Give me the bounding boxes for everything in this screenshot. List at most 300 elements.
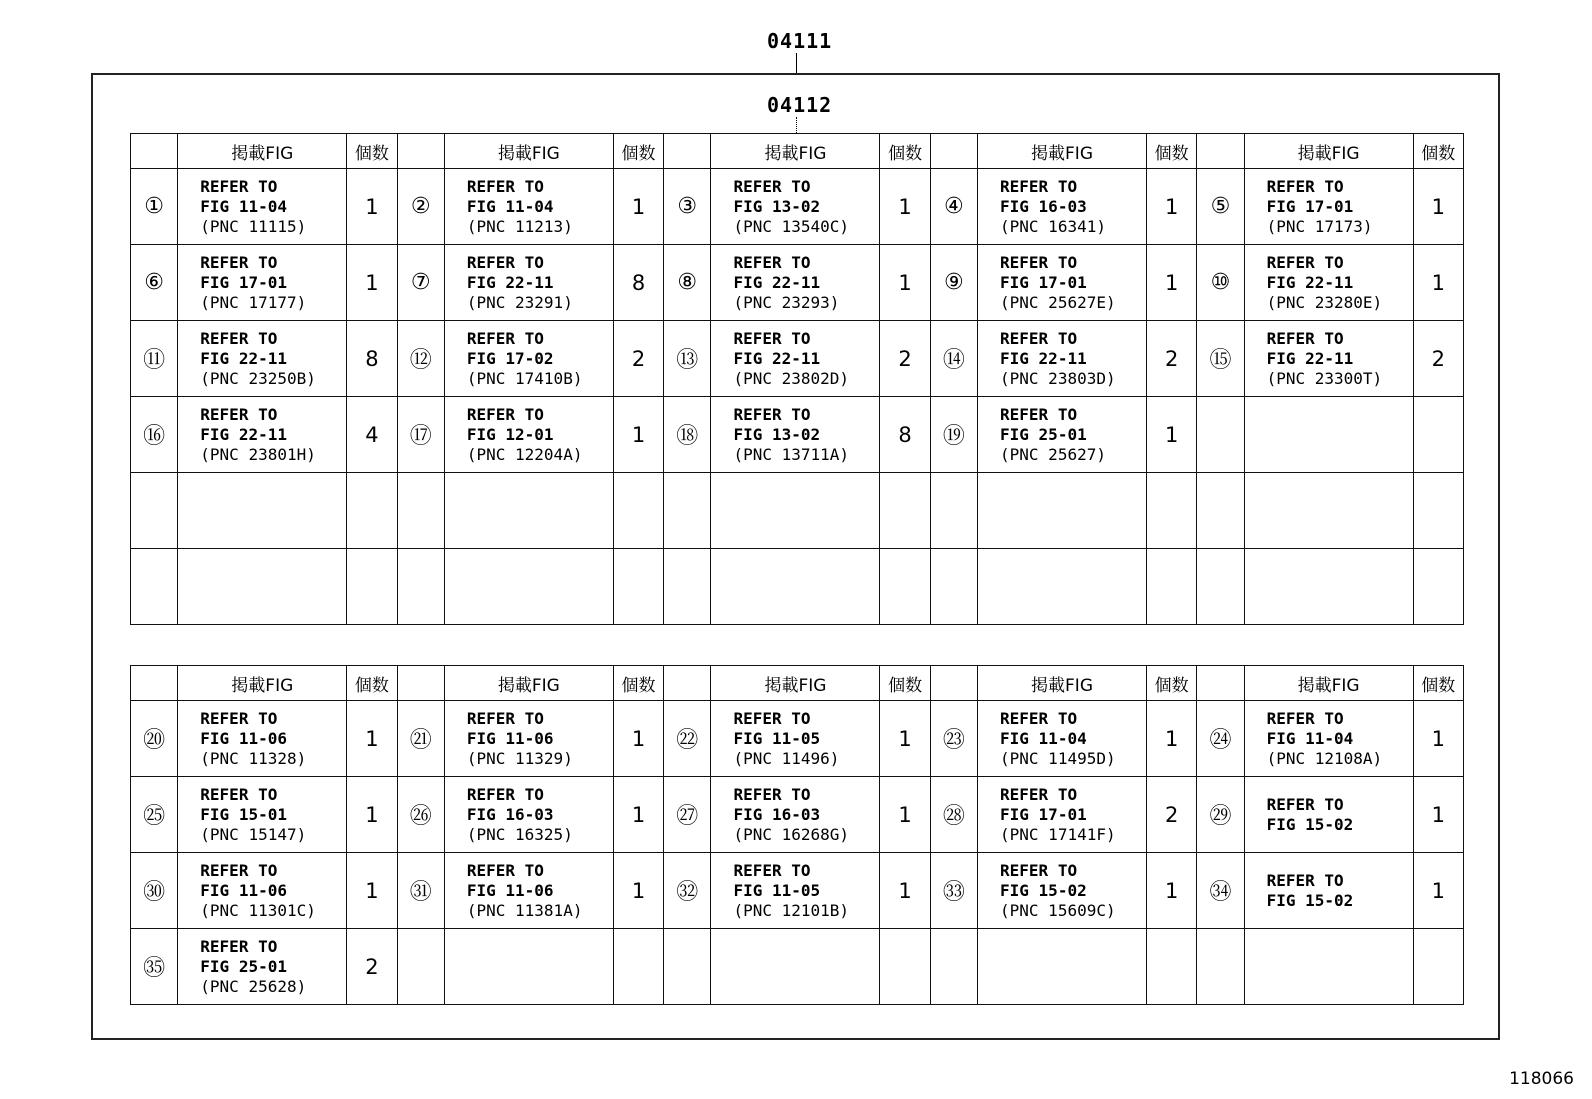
fig-number: FIG 17-01 [200, 272, 287, 292]
item-number-label: ⑮ [1209, 348, 1232, 373]
quantity: 8 [880, 397, 930, 473]
item-number [1197, 777, 1244, 853]
pnc-code: (PNC 23803D) [1000, 368, 1116, 388]
item-number [664, 777, 711, 853]
fig-number: FIG 17-01 [1000, 804, 1087, 824]
item-number [1197, 473, 1244, 549]
item-number-label: ⑨ [944, 270, 964, 295]
pnc-code: (PNC 25628) [200, 976, 307, 996]
reference-table-1 [130, 133, 1464, 625]
header-num [664, 134, 711, 169]
fig-number: FIG 17-01 [1266, 196, 1354, 216]
fig-reference [1244, 397, 1413, 473]
refer-text: REFER TO [200, 936, 278, 956]
refer-text: REFER TO [1000, 328, 1078, 348]
item-number-label: ⑲ [942, 424, 965, 449]
quantity: 1 [613, 397, 663, 473]
pnc-code: (PNC 11329) [466, 748, 573, 768]
header-row [131, 666, 1464, 701]
pnc-code: (PNC 11381A) [466, 900, 583, 920]
fig-reference [1244, 245, 1413, 321]
refer-text: REFER TO [733, 708, 811, 728]
item-number-label: ㉗ [676, 804, 699, 829]
quantity [613, 929, 663, 1005]
item-number-label: ㉜ [676, 880, 699, 905]
item-number-label: ㉔ [1209, 728, 1232, 753]
fig-number: FIG 15-02 [1266, 890, 1354, 910]
pnc-code: (PNC 12204A) [466, 444, 583, 464]
refer-text: REFER TO [733, 328, 811, 348]
quantity [347, 473, 397, 549]
fig-reference [978, 397, 1147, 473]
header-qty: 個数 [613, 666, 663, 701]
header-qty: 個数 [347, 134, 397, 169]
fig-number: FIG 11-06 [200, 880, 287, 900]
item-number-label: ㉖ [409, 804, 432, 829]
fig-reference [178, 321, 347, 397]
fig-reference [711, 929, 880, 1005]
item-number [1197, 169, 1244, 245]
header-qty: 個数 [1413, 666, 1463, 701]
pnc-code: (PNC 17177) [200, 292, 307, 312]
reference-table-2 [130, 665, 1464, 1005]
item-number-label: ㉛ [409, 880, 432, 905]
fig-number: FIG 11-06 [466, 880, 554, 900]
refer-text: REFER TO [1000, 860, 1078, 880]
item-number-label: ⑳ [143, 728, 166, 753]
fig-reference [444, 701, 613, 777]
fig-number: FIG 25-01 [200, 956, 287, 976]
pnc-code: (PNC 23801H) [200, 444, 316, 464]
table-row [131, 473, 1464, 549]
quantity [880, 473, 930, 549]
quantity: 8 [347, 321, 397, 397]
item-number [930, 397, 977, 473]
header-fig: 掲載FIG [1244, 666, 1413, 701]
item-number-label: ⑦ [410, 270, 431, 295]
quantity: 1 [1147, 853, 1197, 929]
refer-text: REFER TO [200, 176, 278, 196]
header-fig: 掲載FIG [711, 134, 880, 169]
quantity: 1 [1147, 397, 1197, 473]
quantity: 2 [613, 321, 663, 397]
fig-reference [178, 397, 347, 473]
refer-text: REFER TO [1000, 176, 1078, 196]
header-qty: 個数 [1147, 134, 1197, 169]
fig-reference [444, 169, 613, 245]
pnc-code: (PNC 17141F) [1000, 824, 1116, 844]
item-number [131, 397, 178, 473]
refer-text: REFER TO [733, 252, 811, 272]
fig-reference [1244, 929, 1413, 1005]
pnc-code: (PNC 23802D) [733, 368, 850, 388]
quantity [1413, 473, 1463, 549]
leader-line [796, 53, 797, 73]
quantity [1147, 473, 1197, 549]
item-number-label: ⑭ [942, 348, 965, 373]
quantity: 1 [1147, 245, 1197, 321]
item-number-label: ㉟ [143, 956, 166, 981]
fig-number: FIG 16-03 [466, 804, 554, 824]
table-row [131, 929, 1464, 1005]
quantity: 1 [1413, 777, 1463, 853]
header-num [1197, 134, 1244, 169]
header-fig: 掲載FIG [711, 666, 880, 701]
item-number [930, 245, 977, 321]
fig-reference [711, 397, 880, 473]
fig-reference [978, 549, 1147, 625]
item-number [397, 701, 444, 777]
fig-number: FIG 13-02 [733, 424, 821, 444]
header-num [1197, 666, 1244, 701]
header-qty: 個数 [880, 134, 930, 169]
item-number-label: ㉑ [409, 728, 432, 753]
fig-reference [978, 929, 1147, 1005]
quantity: 1 [880, 169, 930, 245]
refer-text: REFER TO [733, 860, 811, 880]
quantity: 1 [613, 777, 663, 853]
fig-number: FIG 22-11 [1000, 348, 1087, 368]
fig-reference [978, 169, 1147, 245]
item-number [930, 777, 977, 853]
refer-text: REFER TO [200, 860, 278, 880]
item-number-label: ㉚ [143, 880, 166, 905]
pnc-code: (PNC 11213) [466, 216, 573, 236]
pnc-code: (PNC 15609C) [1000, 900, 1116, 920]
fig-reference [978, 853, 1147, 929]
quantity: 2 [1147, 777, 1197, 853]
quantity: 1 [347, 169, 397, 245]
leader-line-dotted [796, 117, 797, 133]
pnc-code: (PNC 15147) [200, 824, 307, 844]
fig-number: FIG 11-06 [200, 728, 287, 748]
table-row [131, 549, 1464, 625]
refer-text: REFER TO [733, 176, 811, 196]
item-number-label: ⑤ [1210, 194, 1231, 219]
item-number-label: ⑰ [409, 424, 432, 449]
header-qty: 個数 [613, 134, 663, 169]
item-number [664, 397, 711, 473]
item-number-label: ④ [944, 194, 964, 219]
fig-number: FIG 11-05 [733, 728, 821, 748]
refer-text: REFER TO [200, 328, 278, 348]
header-fig: 掲載FIG [178, 134, 347, 169]
fig-number: FIG 25-01 [1000, 424, 1087, 444]
item-number-label: ㉒ [676, 728, 699, 753]
item-number [1197, 549, 1244, 625]
item-number [664, 473, 711, 549]
fig-number: FIG 22-11 [466, 272, 554, 292]
quantity: 1 [880, 853, 930, 929]
fig-number: FIG 17-02 [466, 348, 554, 368]
pnc-code: (PNC 16341) [1000, 216, 1106, 236]
fig-reference [711, 321, 880, 397]
quantity: 1 [613, 169, 663, 245]
item-number [1197, 397, 1244, 473]
quantity [880, 929, 930, 1005]
pnc-code: (PNC 11115) [200, 216, 307, 236]
header-num [930, 134, 977, 169]
item-number-label: ⑪ [143, 348, 166, 373]
quantity: 2 [1147, 321, 1197, 397]
pnc-code: (PNC 23291) [466, 292, 573, 312]
figure-number: 118066 [1509, 1069, 1574, 1089]
pnc-code: (PNC 11328) [200, 748, 307, 768]
table-row [131, 777, 1464, 853]
fig-reference [1244, 701, 1413, 777]
table-row [131, 701, 1464, 777]
fig-reference [1244, 549, 1413, 625]
pnc-code: (PNC 25627) [1000, 444, 1106, 464]
item-number-label: ⑥ [144, 270, 164, 295]
quantity [1413, 397, 1463, 473]
header-num [930, 666, 977, 701]
header-fig: 掲載FIG [1244, 134, 1413, 169]
quantity [1413, 549, 1463, 625]
item-number [664, 853, 711, 929]
fig-reference [978, 473, 1147, 549]
item-number [930, 549, 977, 625]
quantity: 8 [613, 245, 663, 321]
item-number [131, 245, 178, 321]
item-number [397, 853, 444, 929]
fig-number: FIG 11-04 [466, 196, 554, 216]
item-number [131, 549, 178, 625]
item-number [131, 321, 178, 397]
fig-reference [1244, 853, 1413, 929]
fig-reference [711, 549, 880, 625]
fig-number: FIG 22-11 [733, 348, 821, 368]
item-number [131, 169, 178, 245]
item-number [131, 473, 178, 549]
item-number [131, 929, 178, 1005]
refer-text: REFER TO [1266, 328, 1344, 348]
fig-reference [444, 853, 613, 929]
quantity: 1 [347, 777, 397, 853]
item-number-label: ⑬ [676, 348, 699, 373]
item-number [930, 321, 977, 397]
subassembly-number: 04112 [767, 93, 833, 117]
fig-reference [711, 473, 880, 549]
fig-reference [444, 549, 613, 625]
fig-number: FIG 15-02 [1266, 814, 1354, 834]
item-number-label: ㉕ [143, 804, 166, 829]
refer-text: REFER TO [200, 708, 278, 728]
item-number [131, 777, 178, 853]
fig-reference [978, 777, 1147, 853]
refer-text: REFER TO [1000, 784, 1078, 804]
fig-reference [711, 777, 880, 853]
quantity: 1 [613, 701, 663, 777]
table-row [131, 853, 1464, 929]
header-qty: 個数 [347, 666, 397, 701]
quantity [1147, 929, 1197, 1005]
quantity: 1 [613, 853, 663, 929]
fig-number: FIG 16-03 [733, 804, 821, 824]
quantity: 1 [347, 701, 397, 777]
table-row [131, 169, 1464, 245]
item-number [930, 929, 977, 1005]
pnc-code: (PNC 17173) [1266, 216, 1373, 236]
item-number-label: ㉙ [1209, 804, 1232, 829]
item-number [397, 929, 444, 1005]
refer-text: REFER TO [1266, 708, 1344, 728]
fig-number: FIG 22-11 [200, 424, 287, 444]
quantity: 1 [1413, 169, 1463, 245]
fig-reference [1244, 169, 1413, 245]
item-number [1197, 701, 1244, 777]
item-number [397, 397, 444, 473]
refer-text: REFER TO [466, 176, 544, 196]
item-number [397, 549, 444, 625]
fig-number: FIG 11-04 [1266, 728, 1354, 748]
fig-number: FIG 22-11 [200, 348, 287, 368]
pnc-code: (PNC 16325) [466, 824, 573, 844]
pnc-code: (PNC 12101B) [733, 900, 850, 920]
header-num [397, 134, 444, 169]
pnc-code: (PNC 16268G) [733, 824, 850, 844]
header-qty: 個数 [1413, 134, 1463, 169]
fig-reference [978, 701, 1147, 777]
fig-reference [444, 473, 613, 549]
refer-text: REFER TO [200, 252, 278, 272]
refer-text: REFER TO [466, 252, 544, 272]
item-number [397, 777, 444, 853]
fig-reference [711, 701, 880, 777]
fig-number: FIG 12-01 [466, 424, 554, 444]
refer-text: REFER TO [466, 708, 544, 728]
fig-reference [178, 245, 347, 321]
fig-reference [178, 777, 347, 853]
refer-text: REFER TO [1266, 252, 1344, 272]
refer-text: REFER TO [200, 404, 278, 424]
refer-text: REFER TO [733, 784, 811, 804]
quantity: 4 [347, 397, 397, 473]
item-number [1197, 853, 1244, 929]
fig-reference [1244, 473, 1413, 549]
fig-number: FIG 11-04 [200, 196, 287, 216]
item-number [930, 473, 977, 549]
fig-reference [978, 321, 1147, 397]
item-number-label: ⑧ [677, 270, 698, 295]
header-qty: 個数 [880, 666, 930, 701]
header-qty: 個数 [1147, 666, 1197, 701]
fig-reference [178, 701, 347, 777]
item-number [664, 169, 711, 245]
refer-text: REFER TO [466, 328, 544, 348]
fig-reference [444, 245, 613, 321]
item-number [1197, 245, 1244, 321]
header-num [664, 666, 711, 701]
pnc-code: (PNC 11301C) [200, 900, 316, 920]
quantity: 1 [880, 245, 930, 321]
quantity: 1 [1413, 245, 1463, 321]
item-number-label: ② [410, 194, 431, 219]
fig-number: FIG 15-02 [1000, 880, 1087, 900]
table-row [131, 321, 1464, 397]
quantity [347, 549, 397, 625]
refer-text: REFER TO [1266, 870, 1344, 890]
header-fig: 掲載FIG [978, 666, 1147, 701]
fig-number: FIG 17-01 [1000, 272, 1087, 292]
table-row [131, 397, 1464, 473]
quantity [613, 549, 663, 625]
item-number [397, 321, 444, 397]
pnc-code: (PNC 17410B) [466, 368, 583, 388]
fig-reference [711, 853, 880, 929]
fig-reference [711, 169, 880, 245]
item-number [664, 701, 711, 777]
quantity: 2 [347, 929, 397, 1005]
fig-number: FIG 16-03 [1000, 196, 1087, 216]
quantity: 2 [880, 321, 930, 397]
item-number [664, 321, 711, 397]
fig-reference [1244, 321, 1413, 397]
fig-number: FIG 11-05 [733, 880, 821, 900]
item-number [131, 853, 178, 929]
refer-text: REFER TO [1000, 708, 1078, 728]
fig-reference [178, 929, 347, 1005]
fig-number: FIG 22-11 [1266, 348, 1354, 368]
pnc-code: (PNC 11496) [733, 748, 840, 768]
item-number [131, 701, 178, 777]
fig-reference [711, 245, 880, 321]
quantity: 1 [880, 777, 930, 853]
refer-text: REFER TO [1000, 404, 1078, 424]
item-number-label: ① [144, 194, 164, 219]
quantity: 1 [347, 245, 397, 321]
quantity: 1 [1413, 853, 1463, 929]
refer-text: REFER TO [466, 404, 544, 424]
item-number-label: ⑫ [409, 348, 432, 373]
quantity [1413, 929, 1463, 1005]
header-num [397, 666, 444, 701]
header-row [131, 134, 1464, 169]
table-row [131, 245, 1464, 321]
fig-reference [444, 929, 613, 1005]
fig-reference [178, 549, 347, 625]
fig-number: FIG 15-01 [200, 804, 287, 824]
item-number-label: ⑩ [1210, 270, 1231, 295]
fig-number: FIG 13-02 [733, 196, 821, 216]
pnc-code: (PNC 23300T) [1266, 368, 1383, 388]
header-fig: 掲載FIG [444, 134, 613, 169]
fig-reference [1244, 777, 1413, 853]
fig-reference [178, 473, 347, 549]
item-number [930, 169, 977, 245]
fig-reference [978, 245, 1147, 321]
fig-reference [178, 853, 347, 929]
refer-text: REFER TO [200, 784, 278, 804]
fig-reference [444, 777, 613, 853]
item-number [930, 853, 977, 929]
refer-text: REFER TO [733, 404, 811, 424]
quantity [613, 473, 663, 549]
refer-text: REFER TO [466, 784, 544, 804]
fig-reference [444, 321, 613, 397]
item-number [664, 929, 711, 1005]
refer-text: REFER TO [1000, 252, 1078, 272]
header-fig: 掲載FIG [178, 666, 347, 701]
fig-number: FIG 11-06 [466, 728, 554, 748]
refer-text: REFER TO [1266, 794, 1344, 814]
pnc-code: (PNC 23280E) [1266, 292, 1383, 312]
quantity: 1 [347, 853, 397, 929]
fig-number: FIG 11-04 [1000, 728, 1087, 748]
pnc-code: (PNC 23250B) [200, 368, 316, 388]
pnc-code: (PNC 13711A) [733, 444, 850, 464]
refer-text: REFER TO [466, 860, 544, 880]
